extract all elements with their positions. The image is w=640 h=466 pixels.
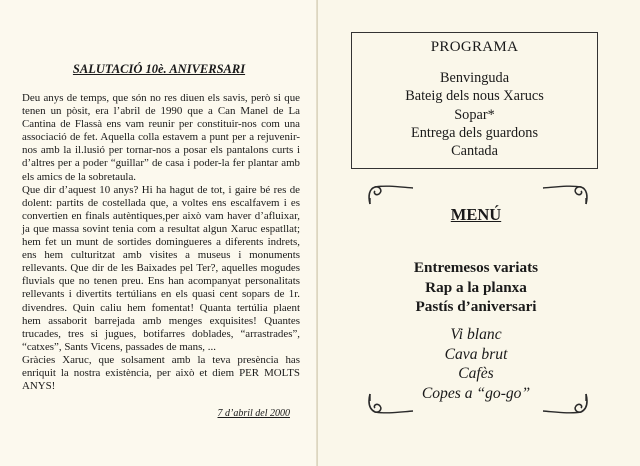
greeting-paragraph-2: Que dir d’aquest 10 anys? Hi ha hagut de tot, i gaire bé res de dolent: partits de costellada que, a voltes ens escalfavem i es convertien en finals autèntiques,per això vam haver d’afluixar, ja que massa sovint tenia com a resultat algun Xaruc espatllat; hem fet un munt de sortides domingueres a diferents indrets, ens hem culturitzat amb visites a museus i monuments rellevants. Que dir de les Baixades pel Ter?, aquelles mogudes fluvials que no tenen preu. Ens han acompanyat personalitats rellevants i divertits tertúlians en els quasi cent sopars de 1r. divendres. Quin caliu hem fomentat! Quanta tertúlia plaent hem assaborit barrejada amb menges exquisites! Quantes trucades, tres si jugues, botifarres doblades, “arrastrades”, “catxes”, Sants Vicens, passades de mans, ... [22,183,300,353]
menu-drink: Vi blanc [450,326,502,343]
programa-title: PROGRAMA [430,39,519,55]
flourish-ornament-icon [540,184,590,206]
menu-dish: Entremesos variats [413,259,539,276]
programa-item: Bateig dels nous Xarucs [405,88,544,105]
greeting-text [22,92,300,393]
menu-dish: Rap a la planxa [425,278,527,296]
programa-item: Cantada [451,143,498,160]
greeting-title: SALUTACIÓ 10è. ANIVERSARI [72,62,246,76]
menu-dish: Pastís d’aniversari [415,298,537,315]
programa-item: Benvinguda [439,70,510,86]
left-page [0,0,318,466]
menu-title: MENÚ [450,205,502,224]
programa-item: Entrega dels guardons [410,124,539,141]
greeting-paragraph-3: Gràcies Xaruc, que solsament amb la teva presència has enriquit la nostra existència, per això et diem PER MOLTS ANYS! [22,353,300,393]
menu-dishes [360,258,592,317]
greeting-date: 7 d’abril del 2000 [217,408,290,419]
programa-item: Sopar* [454,106,495,123]
greeting-paragraph-1: Deu anys de temps, que són no res diuen els savis, però si que tenen un pòsit, era l’abril de 1990 que a Can Manel de La Cantina de Flassà ens vam reunir per constituir-nos com una associació de fet. Aquella colla estavem a punt per a rejuvenir-nos amb la il.lusió per tornar-nos a posar els pantalons curts i d’altres per a poder “guillar” de casa i poder-la fer plantar amb els amics de la sobretaula. [22,92,300,183]
menu-drink: Cava brut [444,345,508,363]
menu-drink: Cafès [458,365,494,382]
flourish-ornament-icon [366,184,416,206]
programa-list [352,69,597,160]
programa-box [351,32,598,169]
menu-drinks [360,325,592,403]
menu-drink: Copes a “go-go” [421,384,531,402]
